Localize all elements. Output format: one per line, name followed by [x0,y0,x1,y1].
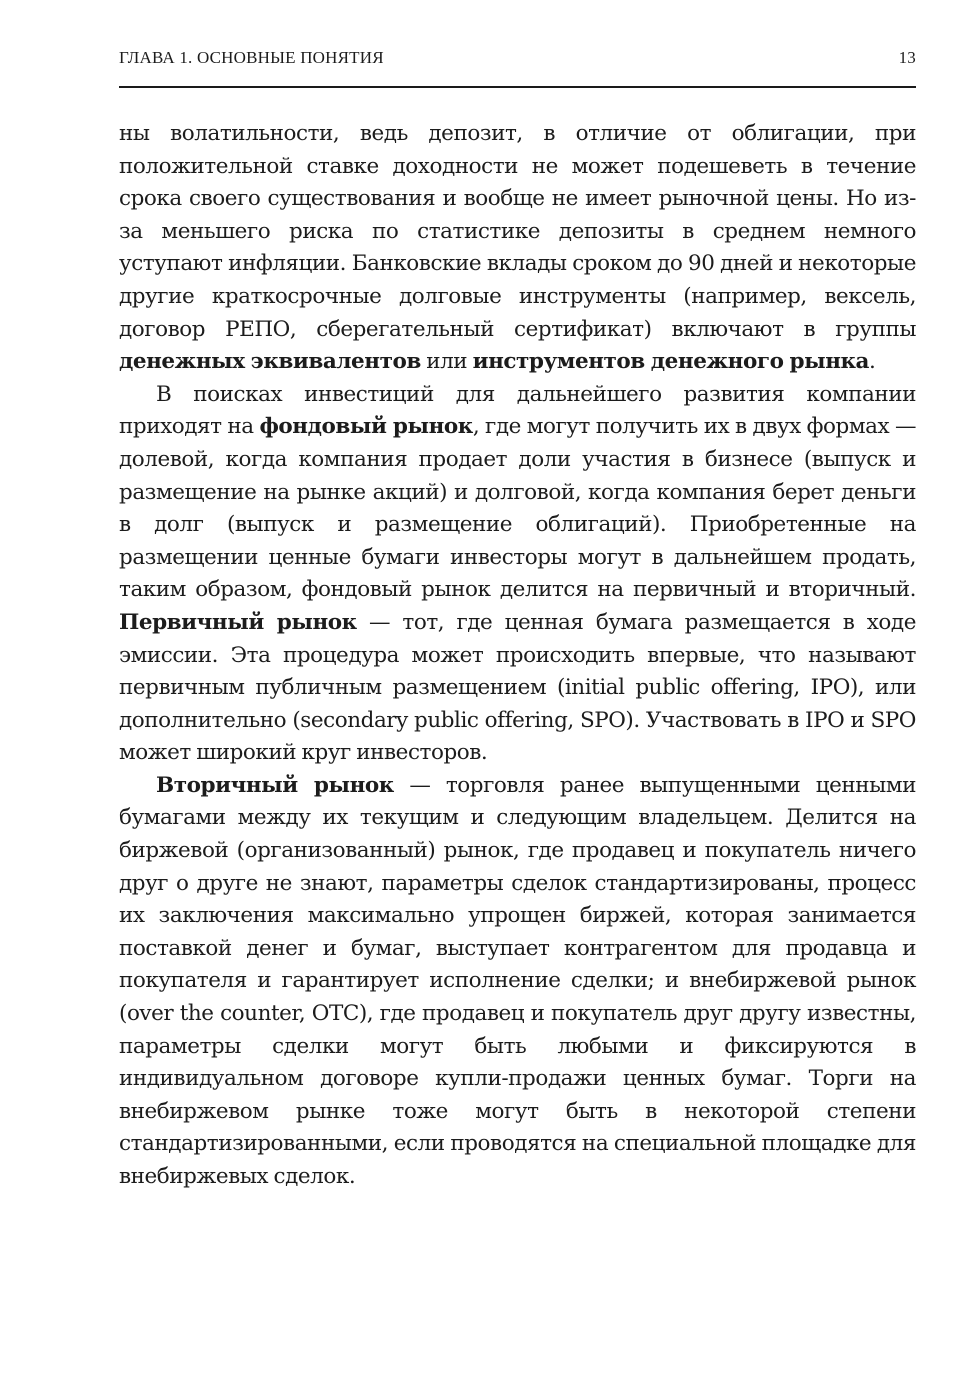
page-number: 13 [898,48,916,67]
text-run: В поисках инвестиций для дальнейшего развития компании приходят на [119,381,916,440]
header-divider [119,86,916,88]
text-run: — тот, где ценная бумага размещается в ходе эмиссии. Эта процедура может происходить впервые, что называют первичным публичным размещением (initial public offering, IPO), или дополнительно (secondary public offering, SPO). Участвовать в IPO и SPO может широкий круг инвесторов. [119,609,916,766]
term-cash-equivalents: денежных эквивалентов [119,349,421,375]
text-run: . [869,349,876,375]
term-secondary-market: Вторичный рынок [156,772,394,798]
paragraph-secondary-market [119,770,916,1194]
text-run: или [420,349,473,375]
text-run: ны волатильности, ведь депозит, в отличие от облигации, при положительной ставке доходности не может подешеветь в течение срока своего существования и вообще не имеет рыночной цены. Но из-за меньшего риска по статистике депозиты в среднем немного уступают инфляции. Банковские вклады сроком до 90 дней и некоторые другие краткосрочные долговые инструменты (например, вексель, договор РЕПО, сберегательный сертификат) включают в группы [119,121,916,342]
paragraph-deposits [119,118,916,379]
running-header [119,48,916,72]
term-stock-market: фондовый рынок [259,414,473,440]
text-run: — торговля ранее выпущенными ценными бумагами между их текущим и следующим владельцем. Делится на биржевой (организованный) рынок, где продавец и покупатель ничего друг о друге не знают, параметры сделок стандартизированы, процесс их заключения максимально упрощен биржей, которая занимается поставкой денег и бумаг, выступает контрагентом для продавца и покупателя и гарантирует исполнение сделки; и внебиржевой рынок (over the counter, OTC), где продавец и покупатель друг другу известны, параметры сделки могут быть любыми и фиксируются в индивидуальном договоре купли-продажи ценных бумаг. Торги на внебиржевом рынке тоже могут быть в некоторой степени стандартизированными, если проводятся на специальной площадке для внебиржевых сделок. [119,772,916,1189]
text-run: , где могут получить их в двух формах — долевой, когда компания продает доли участия в бизнесе (выпуск и размещение на рынке акций) и долговой, когда компания берет деньги в долг (выпуск и размещение облигаций). Приобретенные на размещении ценные бумаги инвесторы могут в дальнейшем продать, таким образом, фондовый рынок делится на первичный и вторичный. [119,414,917,603]
paragraph-stock-market [119,379,916,770]
term-primary-market: Первичный рынок [119,609,357,635]
chapter-title: ГЛАВА 1. ОСНОВНЫЕ ПОНЯТИЯ [119,48,384,67]
text-body [119,118,916,1194]
term-money-market-instruments: инструментов денежного рынка [472,349,870,375]
